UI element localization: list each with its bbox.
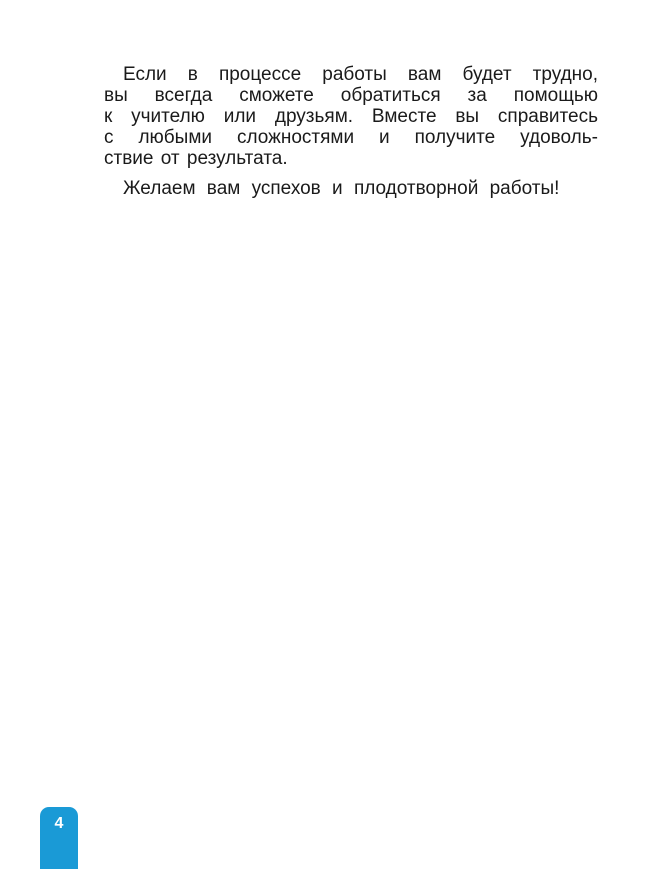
text-line: Желаем вам успехов и плодотворной работы! bbox=[123, 178, 560, 199]
page-number-tab bbox=[40, 807, 78, 869]
body-text bbox=[104, 64, 598, 199]
text-line: ствие от результата. bbox=[104, 148, 288, 169]
text-line: вы всегда сможете обратиться за помощью bbox=[104, 85, 598, 106]
text-line: к учителю или друзьям. Вместе вы справитесь bbox=[104, 106, 598, 127]
text-line: Если в процессе работы вам будет трудно, bbox=[123, 64, 598, 85]
page-number: 4 bbox=[54, 815, 64, 832]
paragraph-help bbox=[104, 64, 598, 169]
paragraph-wishes bbox=[104, 178, 598, 199]
text-line: с любыми сложностями и получите удоволь- bbox=[104, 127, 598, 148]
